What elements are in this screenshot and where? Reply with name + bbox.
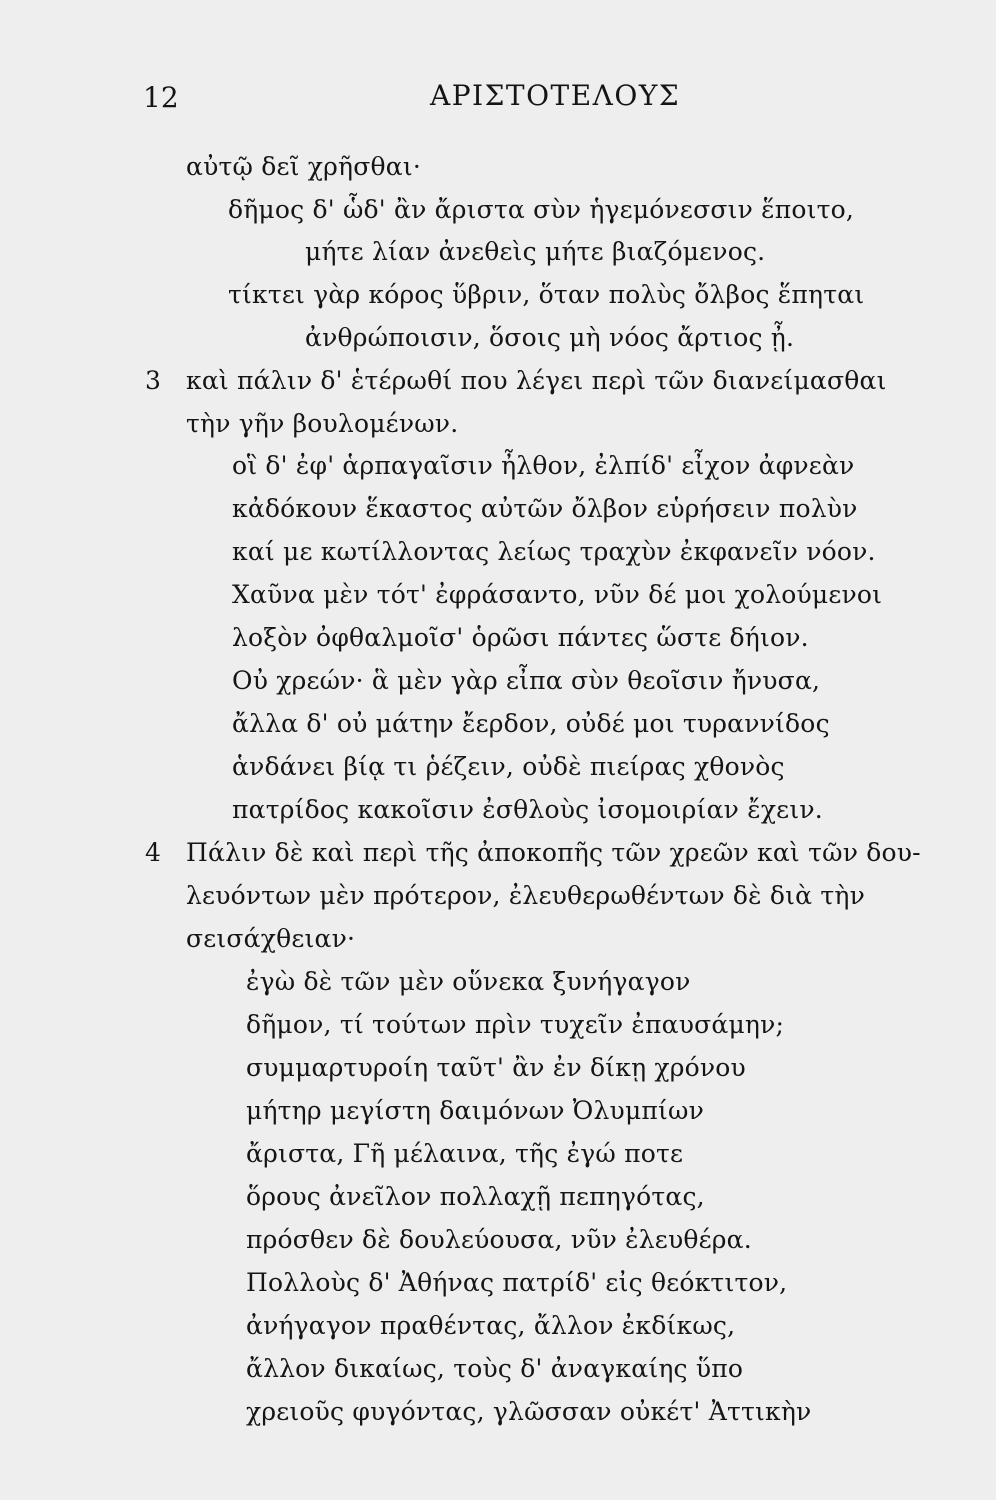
verse-line: συμμαρτυροίη ταῦτ' ἂν ἐν δίκῃ χρόνου — [246, 1053, 746, 1082]
section-number: 4 — [145, 838, 161, 867]
verse-line: μήτε λίαν ἀνεθεὶς μήτε βιαζόμενος. — [305, 237, 766, 266]
text-line: αὐτῷ δεῖ χρῆσθαι· — [186, 152, 421, 181]
verse-line: δῆμος δ' ὧδ' ἂν ἄριστα σὺν ἡγεμόνεσσιν ἕποιτο, — [228, 195, 855, 224]
section-number: 3 — [145, 366, 161, 395]
prose-line: τὴν γῆν βουλομένων. — [186, 409, 459, 438]
running-title: ΑΡΙΣΤΟΤΕΛΟΥΣ — [430, 79, 681, 112]
verse-line: ἁνδάνει βίᾳ τι ῥέζειν, οὐδὲ πιείρας χθονὸς — [232, 752, 785, 781]
prose-line: σεισάχθειαν· — [186, 924, 356, 953]
verse-line: ἄλλα δ' οὐ μάτην ἔερδον, οὐδέ μοι τυραννίδος — [232, 709, 830, 738]
verse-line: πρόσθεν δὲ δουλεύουσα, νῦν ἐλευθέρα. — [246, 1225, 752, 1254]
verse-line: πατρίδος κακοῖσιν ἐσθλοὺς ἰσομοιρίαν ἔχειν. — [232, 795, 823, 824]
verse-line: Πολλοὺς δ' Ἀθήνας πατρίδ' εἰς θεόκτιτον, — [246, 1268, 788, 1297]
verse-line: κἀδόκουν ἕκαστος αὐτῶν ὄλβον εὑρήσειν πολὺν — [232, 494, 858, 523]
verse-line: ἀνήγαγον πραθέντας, ἄλλον ἐκδίκως, — [246, 1311, 736, 1340]
verse-line: δῆμον, τί τούτων πρὶν τυχεῖν ἐπαυσάμην; — [246, 1010, 785, 1039]
verse-line: Οὐ χρεών· ἃ μὲν γὰρ εἶπα σὺν θεοῖσιν ἤνυσα, — [232, 666, 821, 695]
verse-line: Χαῦνα μὲν τότ' ἐφράσαντο, νῦν δέ μοι χολούμενοι — [232, 580, 883, 609]
verse-line: ἄριστα, Γῆ μέλαινα, τῆς ἐγώ ποτε — [246, 1139, 684, 1168]
prose-line: λευόντων μὲν πρότερον, ἐλευθερωθέντων δὲ διὰ τὴν — [186, 881, 865, 910]
verse-line: ἀνθρώποισιν, ὅσοις μὴ νόος ἄρτιος ᾖ. — [305, 323, 795, 352]
prose-line: Πάλιν δὲ καὶ περὶ τῆς ἀποκοπῆς τῶν χρεῶν καὶ τῶν δου- — [186, 838, 921, 867]
verse-line: ἄλλον δικαίως, τοὺς δ' ἀναγκαίης ὕπο — [246, 1354, 744, 1383]
verse-line: χρειοῦς φυγόντας, γλῶσσαν οὐκέτ' Ἀττικὴν — [246, 1397, 812, 1426]
prose-line: καὶ πάλιν δ' ἑτέρωθί που λέγει περὶ τῶν διανείμασθαι — [186, 366, 887, 395]
verse-line: ὅρους ἀνεῖλον πολλαχῇ πεπηγότας, — [246, 1182, 705, 1211]
verse-line: λοξὸν ὀφθαλμοῖσ' ὁρῶσι πάντες ὥστε δήιον. — [232, 623, 809, 652]
verse-line: μήτηρ μεγίστη δαιμόνων Ὀλυμπίων — [246, 1096, 705, 1125]
verse-line: τίκτει γὰρ κόρος ὕβριν, ὅταν πολὺς ὄλβος ἕπηται — [228, 280, 865, 309]
verse-line: καί με κωτίλλοντας λείως τραχὺν ἐκφανεῖν νόον. — [232, 537, 876, 566]
page-number: 12 — [143, 81, 179, 114]
verse-line: ἐγὼ δὲ τῶν μὲν οὕνεκα ξυνήγαγον — [246, 967, 691, 996]
verse-line: οἳ δ' ἐφ' ἁρπαγαῖσιν ἦλθον, ἐλπίδ' εἶχον ἀφνεὰν — [232, 451, 855, 480]
